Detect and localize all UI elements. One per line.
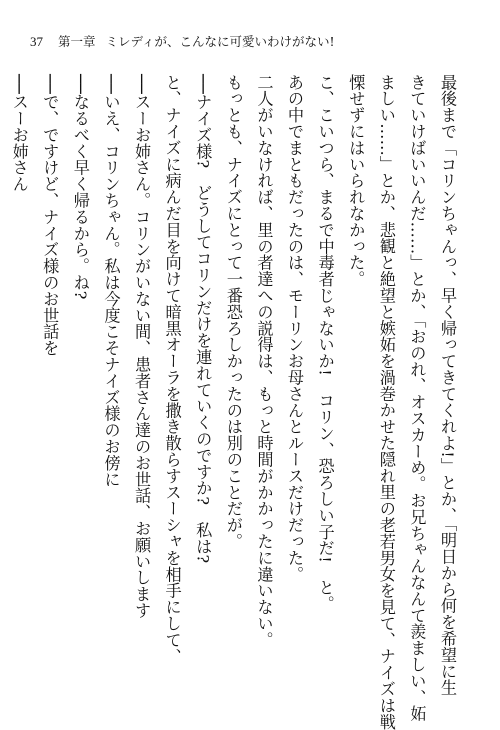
text-line: ──で、ですけど、ナイズ様のお世話を — [40, 74, 60, 357]
text-line: 慄せずにはいられなかった。 — [346, 74, 366, 288]
text-line: ──いえ、コリンちゃん。私は今度こそナイズ様のお傍に — [101, 74, 121, 488]
text-line: と、ナイズに病んだ目を向けて暗黒オーラを撒き散らすスーシャを相手にして、 — [162, 74, 182, 665]
running-header — [30, 32, 335, 52]
text-line: ──スーお姉さん。コリンがいない間、患者さん達のお世話、お願いします — [132, 74, 152, 619]
text-line: こ、こいつら、まるで中毒者じゃないか! コリン、恐ろしい子だ! と。 — [315, 74, 335, 613]
text-line: ──ナイズ様? どうしてコリンだけを連れていくのですか? 私は? — [193, 74, 213, 564]
text-line: ──なるべく早く帰るから。ね? — [70, 74, 90, 300]
text-line: 最後まで「コリンちゃんっ、早く帰ってきてくれよ!」とか、「明日から何を希望に生 — [438, 74, 457, 696]
page-number: 37 — [30, 34, 43, 49]
text-line: もっとも、ナイズにとって一番恐ろしかったのは別のことだが。 — [223, 74, 243, 550]
text-line: ましい……」とか、悲観と絶望と嫉妬を渦巻かせた隠れ里の老若男女を見て、ナイズは戦 — [376, 74, 396, 730]
chapter-title: ミレディが、こんなに可愛いわけがない! — [105, 34, 335, 49]
text-line: 二人がいなければ、里の者達への説得は、もっと時間がかかったに違いない。 — [254, 74, 274, 648]
text-line: ──スーお姉さん — [9, 74, 29, 193]
chapter-label: 第一章 — [58, 34, 96, 49]
vertical-body-text — [0, 74, 462, 730]
text-line: きていけばいいんだ……」とか、「おのれ、オスカーめ。お兄ちゃんなんて羨ましい、妬 — [407, 74, 427, 722]
text-line: あの中でまともだったのは、モーリンお母さんとルースだけだった。 — [285, 74, 305, 583]
